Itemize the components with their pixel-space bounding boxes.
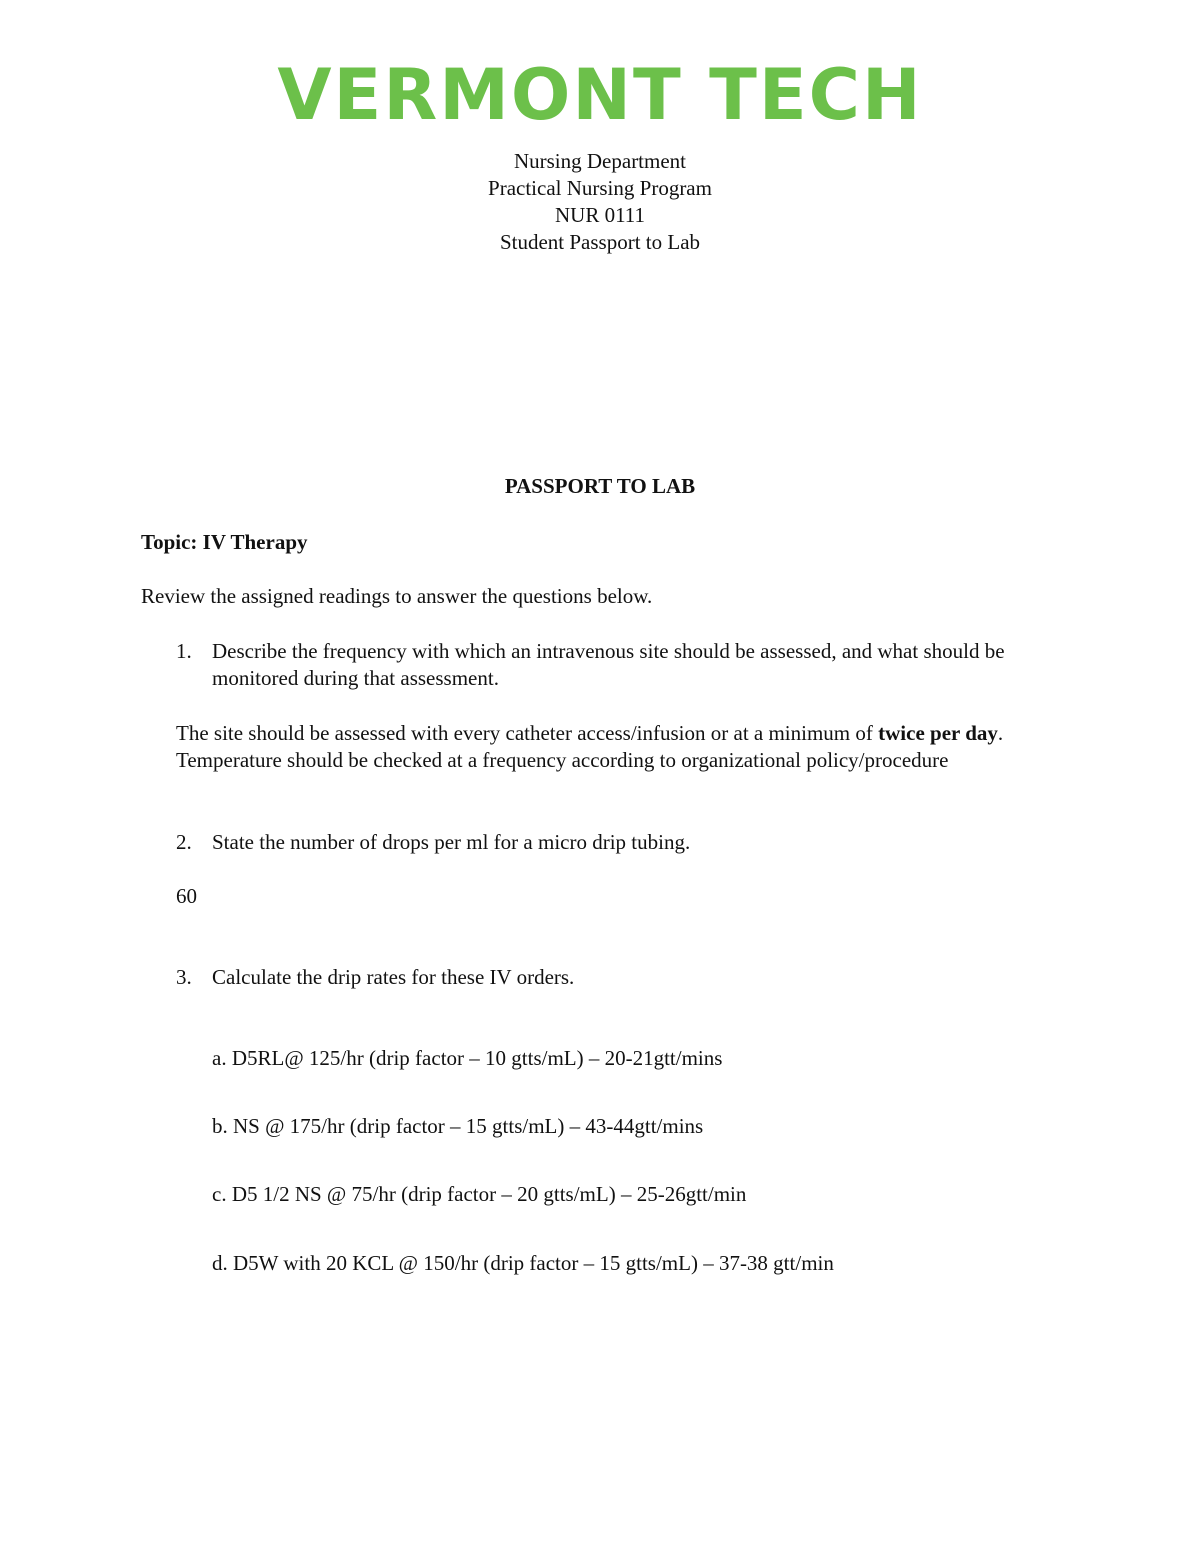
topic-heading: Topic: IV Therapy [141,530,308,554]
question-3 [176,964,1032,991]
question-number: 3. [176,965,192,989]
vermont-tech-logo: VERMONT TECH [277,54,923,136]
question-text: Describe the frequency with which an intravenous site should be assessed, and what should be monitored during that assessment. [212,639,1005,690]
answer-2: 60 [176,884,197,908]
question-1 [176,638,1032,692]
answer-text-continued: . Temperature should be checked at a frequency according to organizational policy/procedure [176,721,1004,772]
question-text: Calculate the drip rates for these IV orders. [212,965,575,989]
drip-rate-item-a: a. D5RL@ 125/hr (drip factor – 10 gtts/mL) – 20-21gtt/mins [212,1046,723,1070]
answer-emphasis: twice per day [878,721,998,745]
header-block [0,148,1200,256]
question-number: 1. [176,639,192,663]
drip-rate-item-b: b. NS @ 175/hr (drip factor – 15 gtts/mL) – 43-44gtt/mins [212,1114,704,1138]
answer-text: The site should be assessed with every catheter access/infusion or at a minimum of [176,721,879,745]
department-name: Nursing Department [513,149,687,173]
program-name: Practical Nursing Program [488,176,712,200]
drip-rate-item-d: d. D5W with 20 KCL @ 150/hr (drip factor – 15 gtts/mL) – 37-38 gtt/min [212,1251,834,1275]
question-number: 2. [176,830,192,854]
answer-1 [176,720,1066,774]
drip-rate-item-c: c. D5 1/2 NS @ 75/hr (drip factor – 20 gtts/mL) – 25-26gtt/min [212,1182,747,1206]
document-name: Student Passport to Lab [499,230,701,254]
intro-text: Review the assigned readings to answer the questions below. [141,584,653,608]
question-text: State the number of drops per ml for a micro drip tubing. [212,830,691,854]
page-title: PASSPORT TO LAB [504,474,696,498]
question-2 [176,829,1032,856]
course-code: NUR 0111 [554,203,646,227]
